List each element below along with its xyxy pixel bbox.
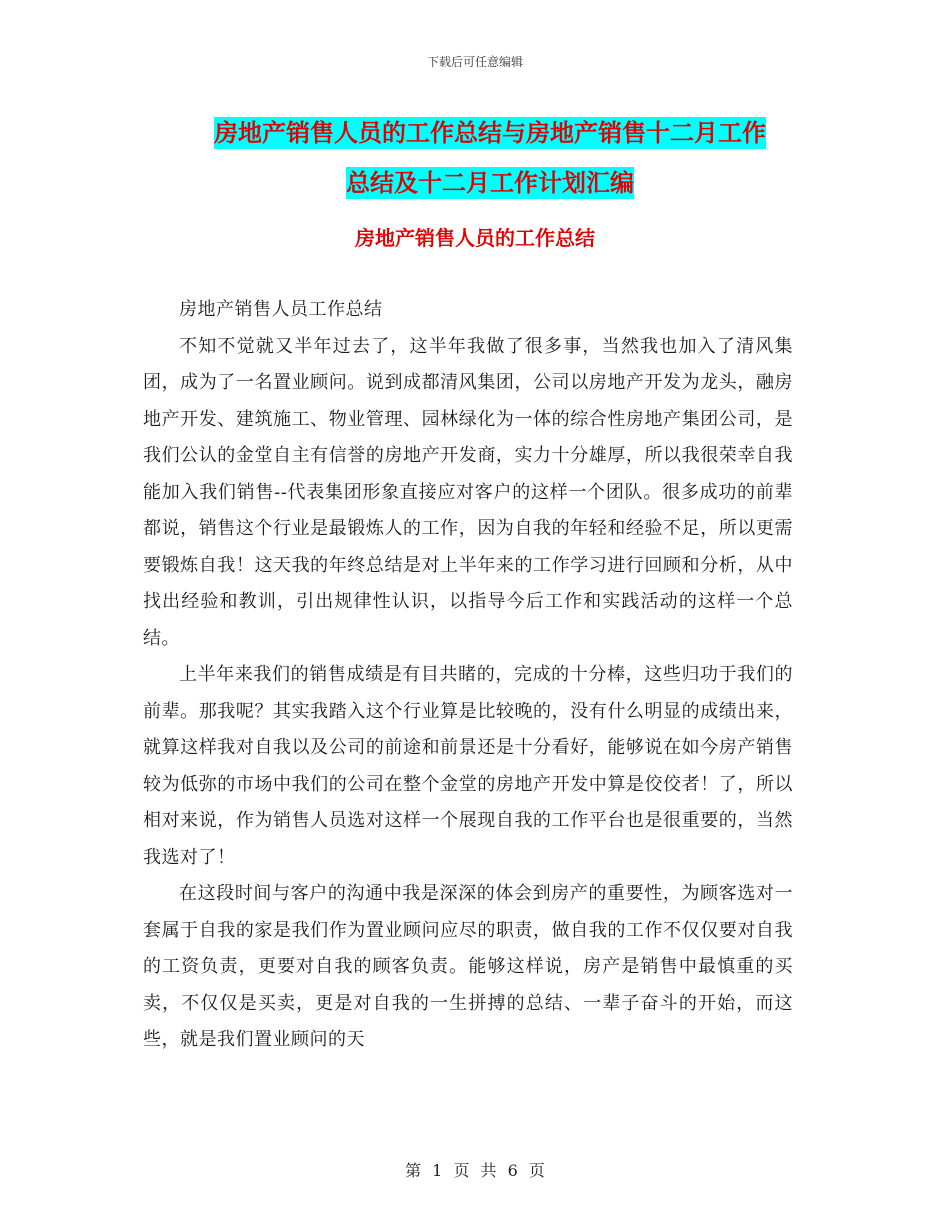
paragraph: 不知不觉就又半年过去了，这半年我做了很多事，当然我也加入了清风集团，成为了一名置业顾问。说到成都清风集团，公司以房地产开发为龙头，融房地产开发、建筑施工、物业管理、园林绿化为一体的综合性房地产集团公司，是我们公认的金堂自主有信誉的房地产开发商，实力十分雄厚，所以我很荣幸自我能加入我们销售--代表集团形象直接应对客户的这样一个团队。很多成功的前辈都说，销售这个行业是最锻炼人的工作，因为自我的年轻和经验不足，所以更需要锻炼自我！这天我的年终总结是对上半年来的工作学习进行回顾和分析，从中找出经验和教训，引出规律性认识，以指导今后工作和实践活动的这样一个总结。: [143, 335, 793, 649]
document-title-line-2: 总结及十二月工作计划汇编: [346, 169, 634, 197]
document-title-line-1: 房地产销售人员的工作总结与房地产销售十二月工作: [214, 119, 766, 147]
document-title: [140, 108, 840, 208]
page-number-footer: 第 1 页 共 6 页: [405, 1161, 545, 1180]
paragraph: 在这段时间与客户的沟通中我是深深的体会到房产的重要性，为顾客选对一套属于自我的家是我们作为置业顾问应尽的职责，做自我的工作不仅仅要对自我的工资负责，更要对自我的顾客负责。能够这样说，房产是销售中最慎重的买卖，不仅仅是买卖，更是对自我的一生拼搏的总结、一辈子奋斗的开始，而这些，就是我们置业顾问的天: [143, 883, 793, 1050]
section-title: 房地产销售人员的工作总结: [355, 226, 595, 250]
subheading-paragraph: 房地产销售人员工作总结: [179, 299, 383, 320]
header-note: 下载后可任意编辑: [426, 55, 523, 69]
body-text: [143, 292, 793, 1059]
paragraph: 上半年来我们的销售成绩是有目共睹的，完成的十分棒，这些归功于我们的前辈。那我呢？其实我踏入这个行业算是比较晚的，没有什么明显的成绩出来，就算这样我对自我以及公司的前途和前景还是十分看好，能够说在如今房产销售较为低弥的市场中我们的公司在整个金堂的房地产开发中算是佼佼者！了，所以相对来说，作为销售人员选对这样一个展现自我的工作平台也是很重要的，当然我选对了！: [143, 664, 793, 868]
